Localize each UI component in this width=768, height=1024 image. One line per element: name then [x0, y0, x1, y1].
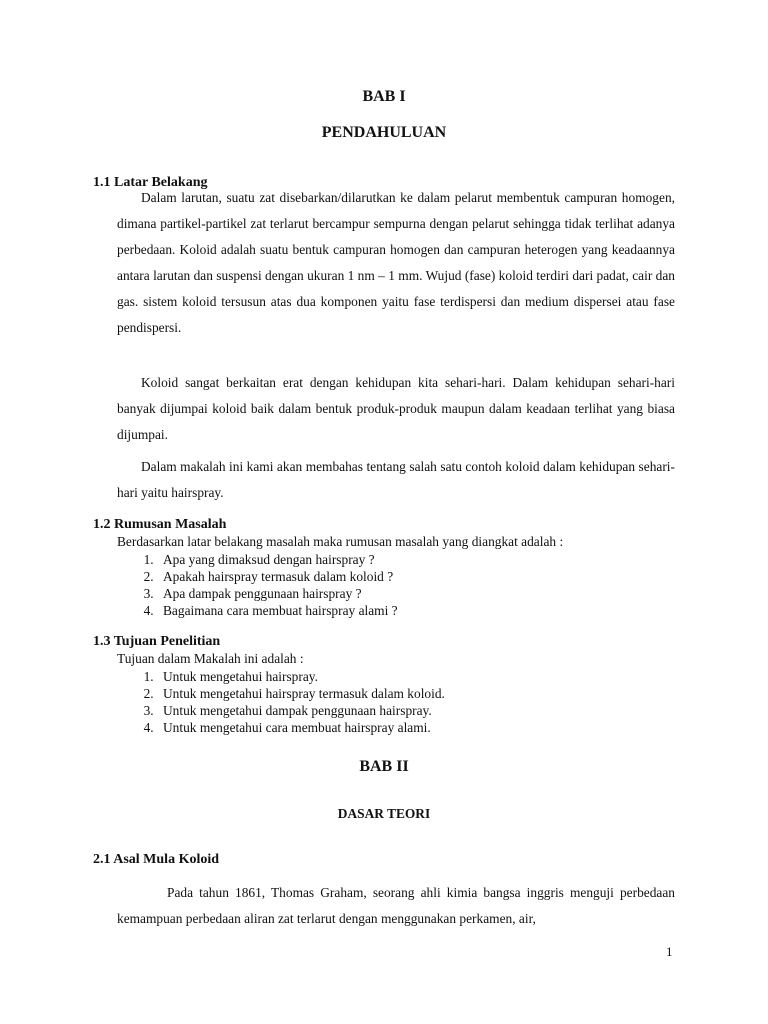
section-1-2-heading: 1.2 Rumusan Masalah	[93, 517, 227, 532]
list-item: 3. Untuk mengetahui dampak penggunaan hairspray.	[157, 702, 445, 719]
section-1-1-paragraph-1: Dalam larutan, suatu zat disebarkan/dilarutkan ke dalam pelarut membentuk campuran homogen, dimana partikel-partikel zat terlarut bercampur sempurna dengan pelarut sehingga tidak terlihat adanya perbedaan. Koloid adalah suatu bentuk campuran homogen dan campuran heterogen yang keadaannya antara larutan dan suspensi dengan ukuran 1 nm – 1 mm. Wujud (fase) koloid terdiri dari padat, cair dan gas. sistem koloid tersusun atas dua komponen yaitu fase terdispersi dan medium dispersei atau fase pendispersi.	[117, 190, 675, 335]
section-1-2-intro: Berdasarkan latar belakang masalah maka rumusan masalah yang diangkat adalah :	[117, 534, 564, 549]
page-number: 1	[666, 944, 673, 959]
section-1-3-intro: Tujuan dalam Makalah ini adalah :	[117, 651, 304, 666]
chapter-1-title: PENDAHULUAN	[321, 124, 447, 141]
section-2-1-paragraph: Pada tahun 1861, Thomas Graham, seorang ahli kimia bangsa inggris menguji perbedaan kemampuan perbedaan aliran zat terlarut dengan menggunakan perkamen, air,	[117, 885, 675, 926]
section-1-1-paragraph-2: Koloid sangat berkaitan erat dengan kehidupan kita sehari-hari. Dalam kehidupan sehari-hari banyak dijumpai koloid baik dalam bentuk produk-produk maupun dalam keadaan terlihat yang biasa dijumpai.	[117, 375, 675, 442]
list-item: 2. Apakah hairspray termasuk dalam koloid ?	[157, 568, 398, 585]
list-item: 3. Apa dampak penggunaan hairspray ?	[157, 585, 398, 602]
list-item: 2. Untuk mengetahui hairspray termasuk dalam koloid.	[157, 685, 445, 702]
chapter-2-label: BAB II	[359, 758, 409, 775]
section-1-1-heading: 1.1 Latar Belakang	[93, 175, 208, 190]
chapter-1-label: BAB I	[362, 88, 406, 105]
chapter-2-title: DASAR TEORI	[337, 806, 431, 821]
list-item: 1. Apa yang dimaksud dengan hairspray ?	[157, 551, 398, 568]
list-item: 4. Untuk mengetahui cara membuat hairspray alami.	[157, 719, 445, 736]
list-item: 1. Untuk mengetahui hairspray.	[157, 668, 445, 685]
section-1-3-list	[117, 668, 445, 736]
section-1-2-list	[117, 551, 398, 619]
list-item: 4. Bagaimana cara membuat hairspray alami ?	[157, 602, 398, 619]
section-1-1-paragraph-3: Dalam makalah ini kami akan membahas tentang salah satu contoh koloid dalam kehidupan sehari-hari yaitu hairspray.	[117, 459, 675, 500]
section-2-1-heading: 2.1 Asal Mula Koloid	[93, 852, 220, 867]
section-1-3-heading: 1.3 Tujuan Penelitian	[93, 634, 221, 649]
